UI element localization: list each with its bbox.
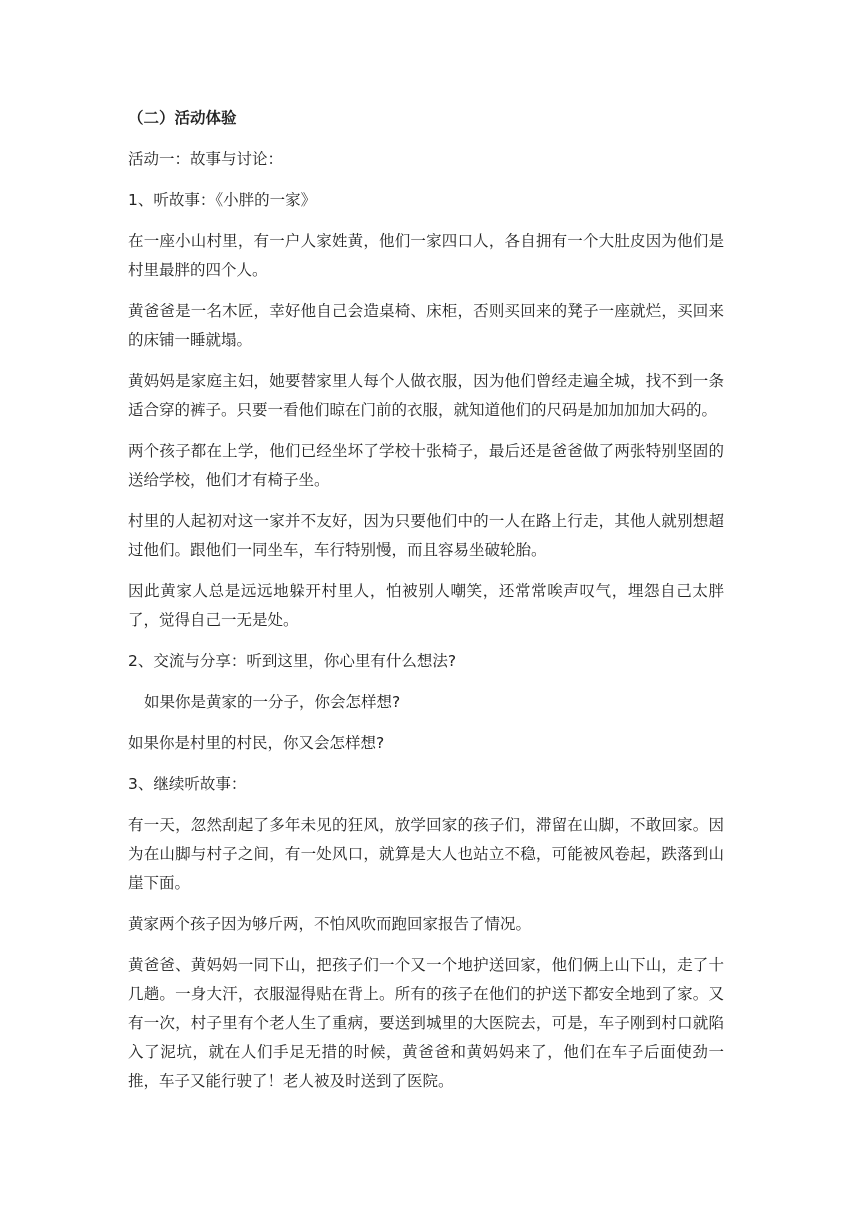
discussion-question-2: 如果你是村里的村民，你又会怎样想?: [128, 734, 385, 752]
story-paragraph-8: 黄家两个孩子因为够斤两，不怕风吹而跑回家报告了情况。: [128, 915, 532, 933]
activity-title: 活动一：故事与讨论：: [128, 150, 284, 168]
step-2-title: 2、交流与分享：听到这里，你心里有什么想法?: [128, 652, 457, 670]
discussion-question-1: 如果你是黄家的一分子，你会怎样想?: [144, 693, 401, 711]
story-paragraph-7: 有一天，忽然刮起了多年未见的狂风，放学回家的孩子们，滞留在山脚，不敢回家。因为在山脚与村子之间，有一处风口，就算是大人也站立不稳，可能被风卷起，跌落到山崖下面。: [128, 816, 724, 892]
document-page: [128, 104, 724, 1096]
story-paragraph-5: 村里的人起初对这一家并不友好，因为只要他们中的一人在路上行走，其他人就别想超过他们。跟他们一同坐车，车行特别慢，而且容易坐破轮胎。: [128, 512, 724, 559]
story-paragraph-3: 黄妈妈是家庭主妇，她要替家里人每个人做衣服，因为他们曾经走遍全城，找不到一条适合穿的裤子。只要一看他们晾在门前的衣服，就知道他们的尺码是加加加加大码的。: [128, 372, 724, 419]
story-paragraph-4: 两个孩子都在上学，他们已经坐坏了学校十张椅子，最后还是爸爸做了两张特别坚固的送给学校，他们才有椅子坐。: [128, 442, 724, 489]
story-paragraph-1: 在一座小山村里，有一户人家姓黄，他们一家四口人，各自拥有一个大肚皮因为他们是村里最胖的四个人。: [128, 232, 724, 279]
story-paragraph-2: 黄爸爸是一名木匠，幸好他自己会造桌椅、床柜，否则买回来的凳子一座就烂，买回来的床铺一睡就塌。: [128, 302, 724, 349]
story-paragraph-6: 因此黄家人总是远远地躲开村里人，怕被别人嘲笑，还常常唉声叹气，埋怨自己太胖了，觉得自己一无是处。: [128, 582, 724, 629]
story-paragraph-9: 黄爸爸、黄妈妈一同下山，把孩子们一个又一个地护送回家，他们俩上山下山，走了十几趟。一身大汗，衣服湿得贴在背上。所有的孩子在他们的护送下都安全地到了家。又有一次，村子里有个老人生了重病，要送到城里的大医院去，可是，车子刚到村口就陷入了泥坑，就在人们手足无措的时候，黄爸爸和黄妈妈来了，他们在车子后面使劲一推，车子又能行驶了！老人被及时送到了医院。: [128, 956, 724, 1090]
section-heading: （二）活动体验: [128, 109, 237, 127]
step-3-title: 3、继续听故事：: [128, 775, 247, 793]
step-1-title: 1、听故事：《小胖的一家》: [128, 191, 317, 209]
